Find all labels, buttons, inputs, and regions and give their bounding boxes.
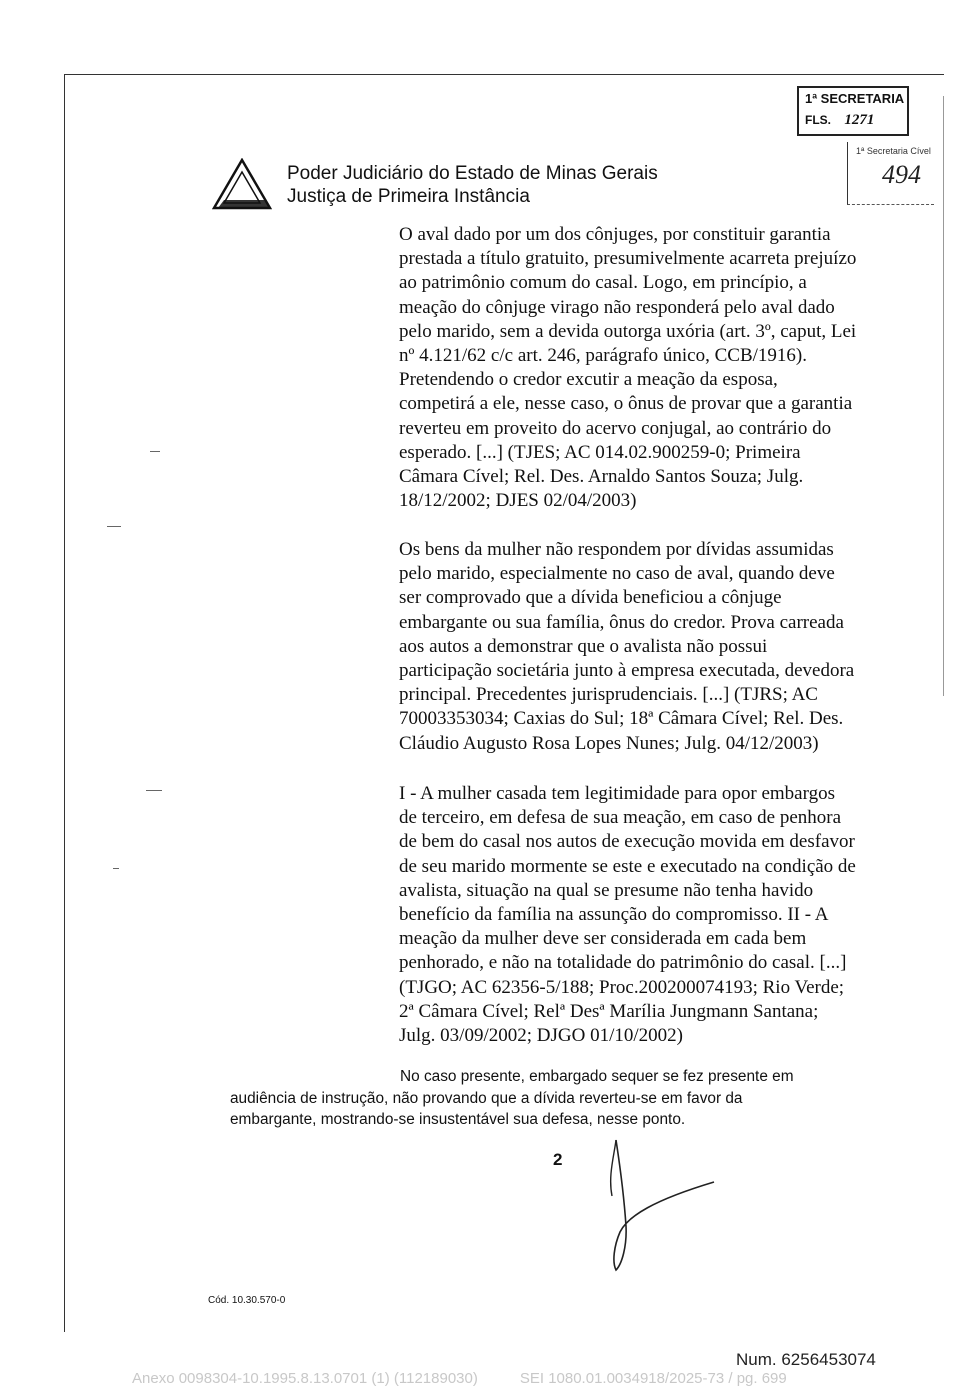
stamp-folio-number: 1271 [844,112,875,128]
page-frame-top [64,74,944,75]
footer-sei: SEI 1080.01.0034918/2025-73 / pg. 699 [519,1370,787,1387]
document-number: Num. 6256453074 [736,1350,876,1369]
stamp2-number: 494 [882,160,921,189]
quote-line: ao patrimônio comum do casal. Logo, em princípio, a [399,272,807,294]
quote-line: ser comprovado que a dívida beneficiou a cônjuge [399,587,782,609]
page-number: 2 [553,1150,563,1169]
header-line-2: Justiça de Primeira Instância [287,186,530,207]
stamp-folio-label: FLS. [805,113,831,127]
quote-line: prestada a título gratuito, presumivelmente acarreta prejuízo [399,248,857,270]
footer-watermark [132,1370,787,1387]
header-line-1: Poder Judiciário do Estado de Minas Gerais [287,163,658,184]
quote-line: avalista, situação na qual se presume não tenha havido [399,879,814,901]
stamp-title: 1ª SECRETARIA [805,91,905,106]
court-header [287,162,658,208]
quote-line: de bem do casal nos autos de execução movida em desfavor [399,831,855,853]
scan-mark [146,790,162,791]
quote-line: Cláudio Augusto Rosa Lopes Nunes; Julg. 04/12/2003) [399,732,819,754]
scan-mark [150,451,160,452]
citation-quote-3 [399,782,892,1048]
secretaria-stamp [797,86,909,136]
quote-line: pelo marido, sem a devida outorga uxória (art. 3º, caput, Lei [399,320,857,342]
footer-annex: Anexo 0098304-10.1995.8.13.0701 (1) (112189030) [132,1370,478,1387]
stamp-folio-row [805,112,874,129]
quote-line: penhorado, e não na totalidade do patrimônio do casal. [...] [399,952,847,974]
quote-line: I - A mulher casada tem legitimidade para opor embargos [399,783,835,804]
quote-line: pelo marido, especialmente no caso de aval, quando deve [399,563,835,585]
quote-line: Câmara Cível; Rel. Des. Arnaldo Santos Souza; Julg. [399,466,804,488]
signature-icon [594,1136,724,1276]
page-frame-left [64,74,65,1332]
body-paragraph [230,1066,892,1131]
quote-line: 70003353034; Caxias do Sul; 18ª Câmara Cível; Rel. Des. [399,708,844,730]
quote-line: aos autos a demonstrar que o avalista não possui [399,635,768,657]
quote-line: benefício da família na assunção do compromisso. II - A [399,904,829,926]
quote-line: Julg. 03/09/2002; DJGO 01/10/2002) [399,1025,683,1047]
scan-mark [107,526,121,527]
citation-quote-1 [399,223,892,513]
quote-line: 18/12/2002; DJES 02/04/2003) [399,490,637,512]
paragraph-line: No caso presente, embargado sequer se fez presente em [400,1068,794,1085]
court-logo-icon [212,158,272,210]
quote-line: meação da mulher deve ser considerada em cada bem [399,928,807,950]
form-code: Cód. 10.30.570-0 [208,1295,286,1306]
scan-mark [113,868,119,869]
quote-line: participação societária junto à empresa executada, devedora [399,660,855,682]
quote-line: principal. Precedentes jurisprudenciais. [...] (TJRS; AC [399,684,818,706]
quote-line: (TJGO; AC 62356-5/188; Proc.200200074193; Rio Verde; [399,976,845,998]
paragraph-line: audiência de instrução, não provando que a dívida reverteu-se em favor da [230,1089,743,1107]
page-frame-right [943,96,944,696]
quote-line: competirá a ele, nesse caso, o ônus de provar que a garantia [399,393,853,415]
quote-line: de terceiro, em defesa de sua meação, em caso de penhora [399,807,842,829]
quote-line: nº 4.121/62 c/c art. 246, parágrafo único, CCB/1916). [399,345,807,367]
quote-line: embargante ou sua família, ônus do credor. Prova carreada [399,611,844,633]
quote-line: esperado. [...] (TJES; AC 014.02.900259-0; Primeira [399,441,801,463]
quote-line: Os bens da mulher não respondem por dívidas assumidas [399,539,834,560]
quote-line: meação do cônjuge virago não responderá pelo aval dado [399,296,835,318]
citation-quote-2 [399,538,892,756]
quote-line: O aval dado por um dos cônjuges, por constituir garantia [399,224,831,245]
quote-line: de seu marido mormente se este e executado na condição de [399,855,856,877]
quote-line: reverteu em proveito do acervo conjugal, ao contrário do [399,417,832,439]
stamp2-label: 1ª Secretaria Cível [856,146,931,156]
paragraph-line: embargante, mostrando-se insustentável sua defesa, nesse ponto. [230,1111,686,1128]
secretaria-civel-stamp [847,142,934,205]
quote-line: 2ª Câmara Cível; Relª Desª Marília Jungmann Santana; [399,1000,819,1022]
quote-line: Pretendendo o credor excutir a meação da esposa, [399,369,778,391]
